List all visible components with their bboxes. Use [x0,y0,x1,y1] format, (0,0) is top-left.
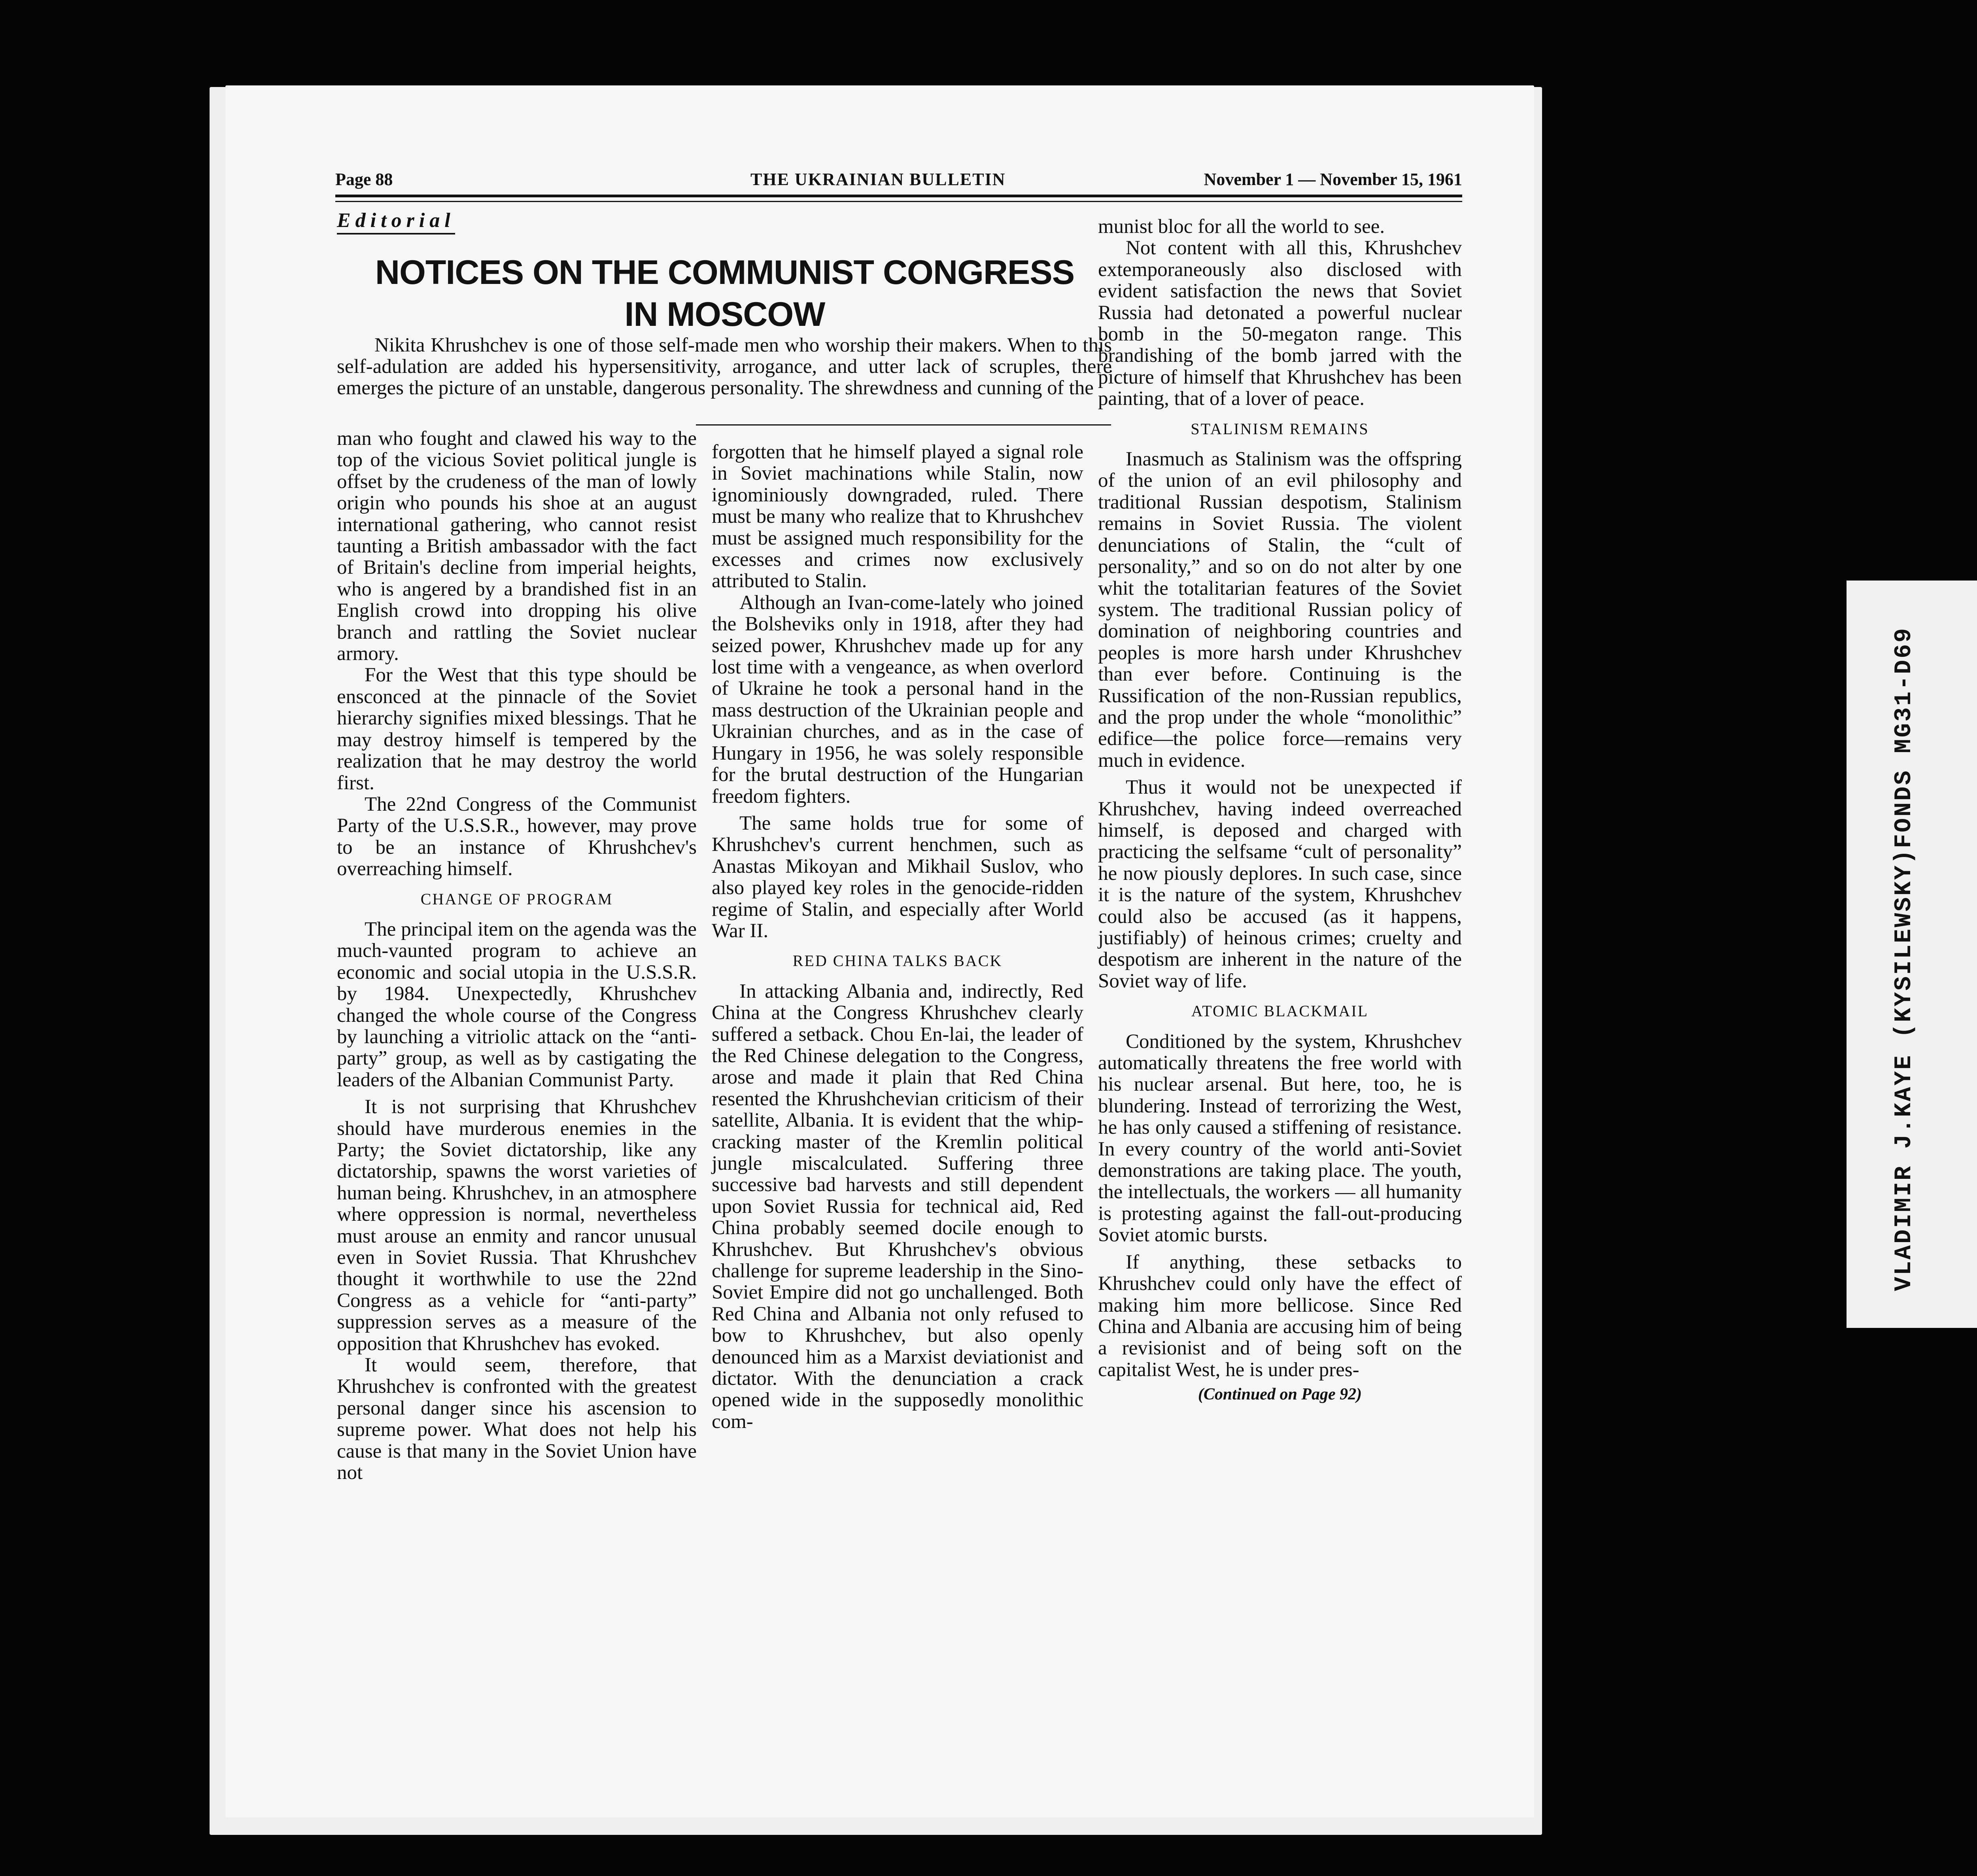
section-label: Editorial [337,209,455,234]
paragraph: man who fought and clawed his way to the top of the vicious Soviet political jungle is offset by the crudeness of the man of lowly origin who pounds his shoe at an august international gathering, who cannot resist taunting a British ambassador with the fact of Britain's decline from imperial heights, who is angered by a brandished fist in an English crowd into dropping his olive branch and rattling the Soviet nuclear armory. [337,427,697,665]
header-rule-thin [335,201,1462,202]
paragraph: The same holds true for some of Khrushchev's current henchmen, such as Anastas Mikoyan and Mikhail Suslov, who also played key roles in the genocide-ridden regime of Stalin, and especially after World War II. [712,812,1083,942]
page-number: Page 88 [335,170,393,189]
headline-line-2: IN MOSCOW [624,295,825,333]
subheading: ATOMIC BLACKMAIL [1191,1002,1369,1020]
paragraph: Thus it would not be unexpected if Khrushchev, having indeed overreached himself, is deposed and charged with practicing the selfsame “cult of personality” he now piously deplores. In such case, since it is the nature of the system, Khrushchev could also be accused (as it happens, justifiably) of heinous crimes; cruelty and despotism are inherent in the nature of the Soviet way of life. [1098,776,1462,992]
paragraph: forgotten that he himself played a signal role in Soviet machinations while Stalin, now ignominiously downgraded, ruled. There must be many who realize that to Khrushchev must be assigned much responsibility for the excesses and crimes now exclusively attributed to Stalin. [712,441,1083,592]
paragraph: In attacking Albania and, indirectly, Red China at the Congress Khrushchev clearly suffered a setback. Chou En-lai, the leader of the Red Chinese delegation to the Congress, arose and made it plain that Red China resented the Khrushchevian criticism of their satellite, Albania. It is evident that the whip-cracking master of the Kremlin political jungle miscalculated. Suffering three successive bad harvests and still dependent upon Soviet Russia for technical aid, Red China probably seemed docile enough to Khrushchev. But Khrushchev's obvious challenge for supreme leadership in the Sino-Soviet Empire did not go unchallenged. Both Red China and Albania not only refused to bow to Khrushchev, but also openly denounced him as a Marxist deviationist and dictator. With the denunciation a crack opened wide in the supposedly monolithic com- [712,980,1083,1433]
newspaper-page [225,85,1534,1817]
paragraph: Conditioned by the system, Khrushchev automatically threatens the free world with his nuclear arsenal. But here, too, he is blundering. Instead of terrorizing the West, he has only caused a stiffening of resistance. In every country of the world anti-Soviet demonstrations are taking place. The youth, the intellectuals, the workers — all humanity is protesting against the fall-out-producing Soviet atomic bursts. [1098,1030,1462,1246]
column-1 [337,428,697,1484]
headline-line-1: NOTICES ON THE COMMUNIST CONGRESS [375,253,1075,291]
paragraph: munist bloc for all the world to see. [1098,216,1385,238]
subheading: STALINISM REMAINS [1191,420,1369,438]
column-3 [1098,216,1462,1405]
issue-date: November 1 — November 15, 1961 [1204,170,1462,189]
paragraph: Not content with all this, Khrushchev extemporaneously also disclosed with evident satisfaction the news that Soviet Russia had detonated a powerful nuclear bomb in the 50-megaton range. This brandishing of the bomb jarred with the picture of himself that Khrushchev has been painting, that of a lover of peace. [1098,237,1462,410]
column-2 [712,441,1083,1432]
fonds-label: VLADIMIR J.KAYE (KYSILEWSKY)FONDS MG31-D69 [1891,626,1918,1291]
paragraph: If anything, these setbacks to Khrushchev could only have the effect of making him more bellicose. Since Red China and Albania are accusing him of being a revisionist and of being soft on the capitalist West, he is under pres- [1098,1251,1462,1381]
paragraph: Inasmuch as Stalinism was the offspring of the union of an evil philosophy and traditional Russian despotism, Stalinism remains in Soviet Russia. The violent denunciations of Stalin, the “cult of personality,” and so on do not alter by one whit the totalitarian features of the Soviet system. The traditional Russian policy of domination of neighboring countries and peoples is more harsh under Khrushchev than ever before. Continuing is the Russification of the non-Russian republics, and the prop under the whole “monolithic” edifice—the police force—remains very much in evidence. [1098,448,1462,772]
paragraph: The principal item on the agenda was the much-vaunted program to achieve an economic and social utopia in the U.S.S.R. by 1984. Unexpectedly, Khrushchev changed the whole course of the Congress by launching a vitriolic attack on the “anti-party” group, as well as by castigating the leaders of the Albanian Communist Party. [337,918,697,1091]
publication-title: THE UKRAINIAN BULLETIN [750,170,1006,189]
paragraph: It is not surprising that Khrushchev should have murderous enemies in the Party; the Soviet dictatorship, like any dictatorship, spawns the worst varieties of human being. Khrushchev, in an atmosphere where oppression is normal, nevertheless must arouse an enmity and rancor unusual even in Soviet Russia. That Khrushchev thought it worthwhile to use the 22nd Congress as a vehicle for “anti-party” suppression serves as a measure of the opposition that Khrushchev has evoked. [337,1096,697,1355]
paragraph: Although an Ivan-come-lately who joined the Bolsheviks only in 1918, after they had seized power, Khrushchev made up for any lost time with a vengeance, as when overlord of Ukraine he took a personal hand in the mass destruction of the Ukrainian people and Ukrainian churches, and as in the case of Hungary in 1956, he was solely responsible for the brutal destruction of the Hungarian freedom fighters. [712,591,1083,808]
lead-paragraph: Nikita Khrushchev is one of those self-made men who worship their makers. When to this self-adulation are added his hypersensitivity, arrogance, and utter lack of scruples, there emerges the picture of an unstable, dangerous personality. The shrewdness and cunning of the [337,334,1112,399]
running-header [335,169,1462,193]
headline [335,252,1114,335]
subheading: RED CHINA TALKS BACK [792,952,1003,970]
subheading: CHANGE OF PROGRAM [420,890,613,908]
header-rule-thick [335,195,1462,197]
paragraph: It would seem, therefore, that Khrushchev is confronted with the greatest personal danger since his ascension to supreme power. What does not help his cause is that many in the Soviet Union have not [337,1354,697,1484]
continuation-note: (Continued on Page 92) [1198,1385,1362,1404]
paragraph: For the West that this type should be ensconced at the pinnacle of the Soviet hierarchy signifies mixed blessings. That he may destroy himself is tempered by the realization that he may destroy the world first. [337,664,697,794]
lead-divider [696,424,1111,426]
paragraph: The 22nd Congress of the Communist Party of the U.S.S.R., however, may prove to be an instance of Khrushchev's overreaching himself. [337,793,697,880]
